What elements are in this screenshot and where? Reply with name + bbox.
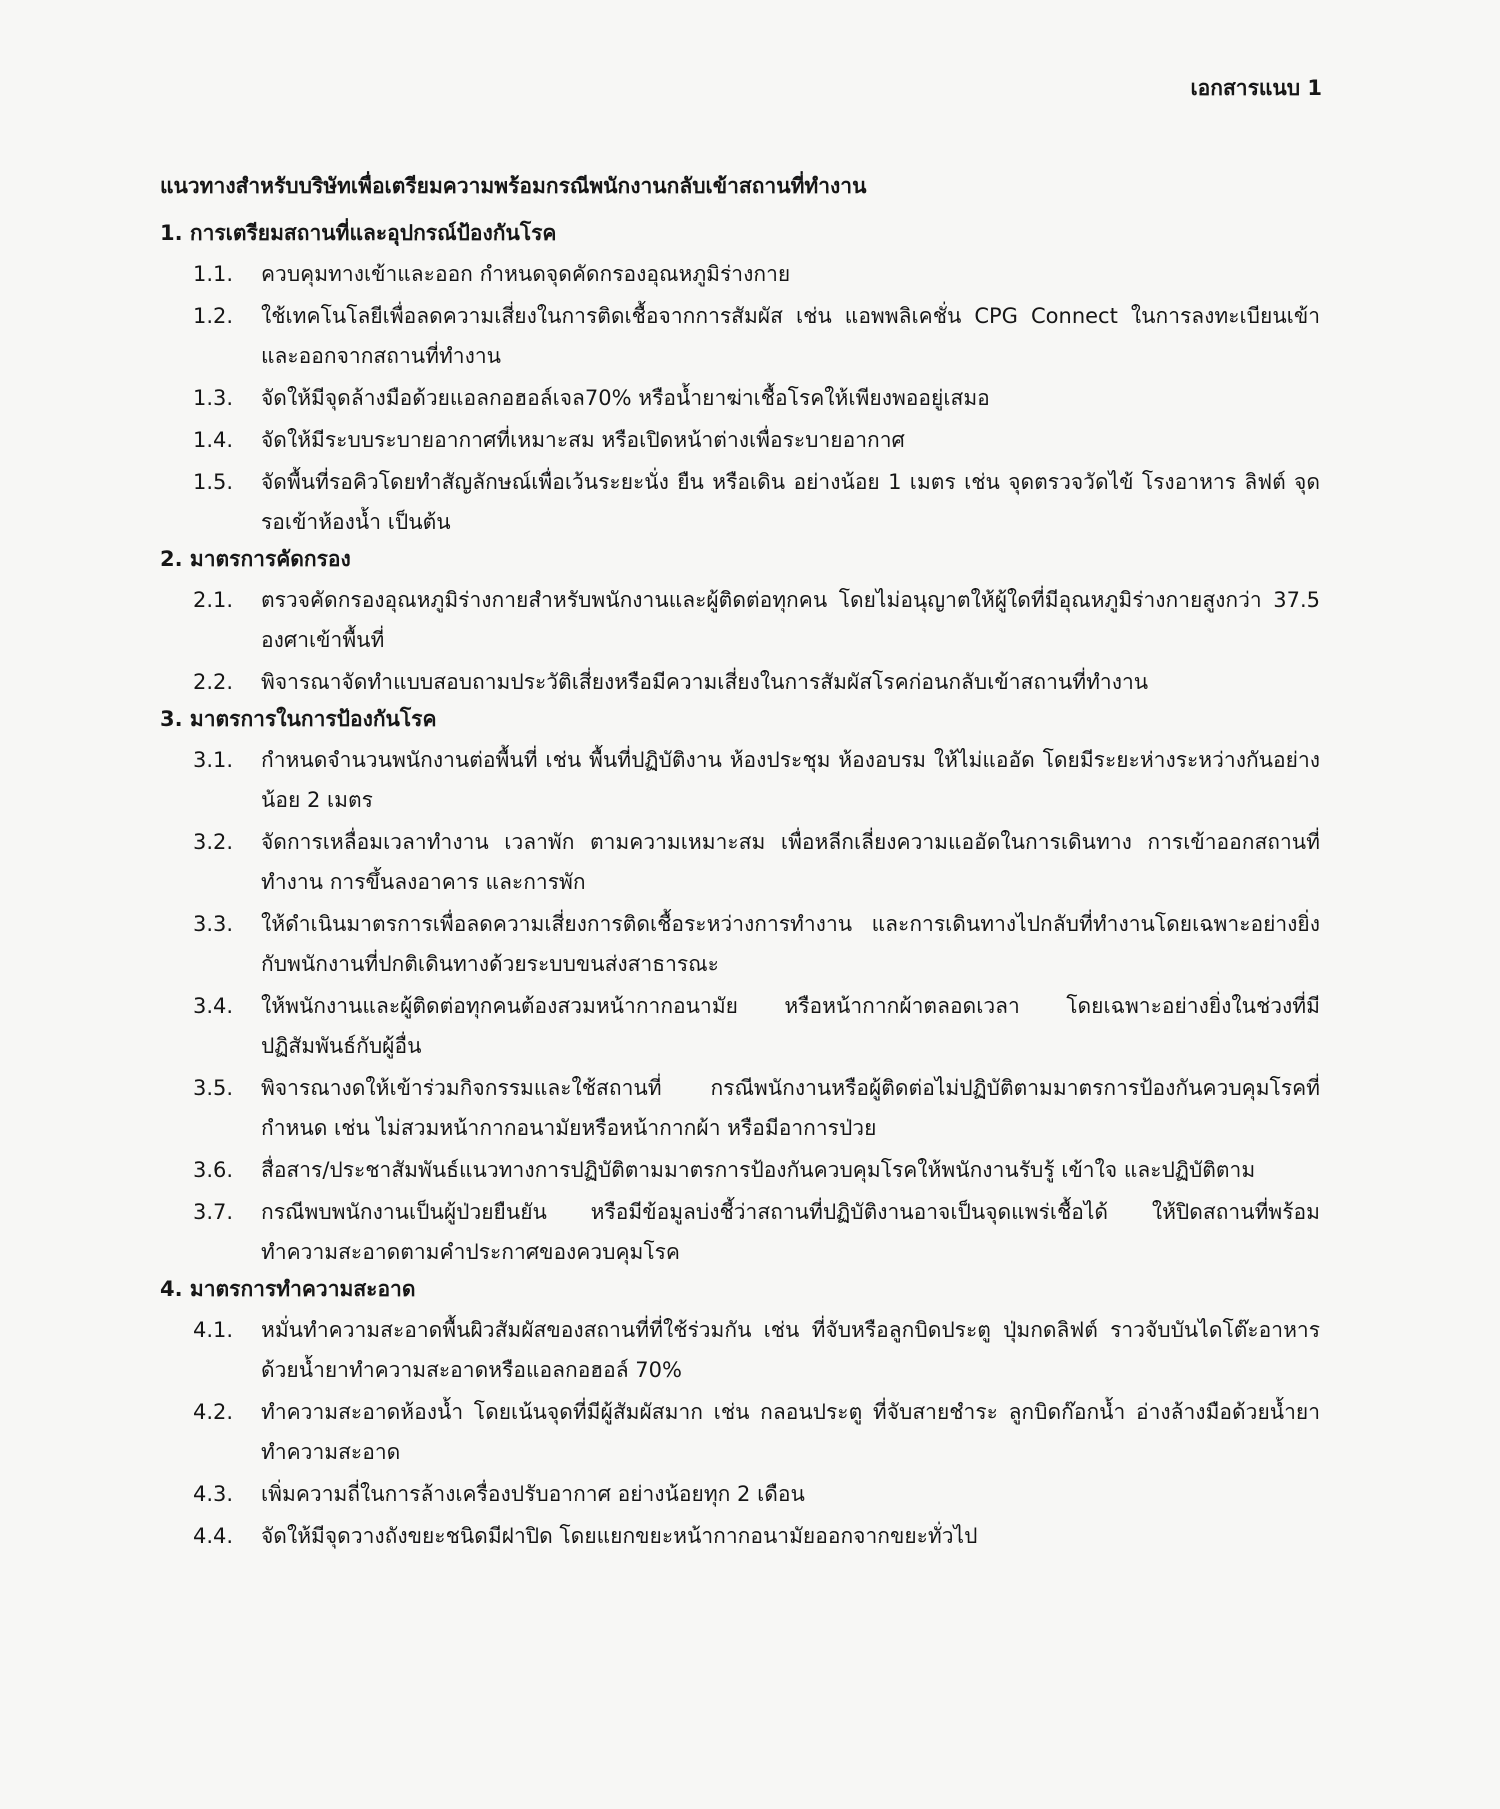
document-title: แนวทางสำหรับบริษัทเพื่อเตรียมความพร้อมกรณีพนักงานกลับเข้าสถานที่ทำงาน — [160, 174, 867, 198]
item-text: กำหนดจำนวนพนักงานต่อพื้นที่ เช่น พื้นที่ปฏิบัติงาน ห้องประชุม ห้องอบรม ให้ไม่แออัด โดยมีระยะห่างระหว่างกันอย่างน้อย 2 เมตร — [261, 748, 1320, 812]
item-number: 2.2. — [193, 670, 234, 694]
section-heading: 4. มาตรการทำความสะอาด — [160, 1277, 416, 1301]
item-number: 4.1. — [193, 1318, 234, 1342]
item-text: ควบคุมทางเข้าและออก กำหนดจุดคัดกรองอุณหภูมิร่างกาย — [261, 262, 791, 286]
list-item — [160, 1150, 1320, 1190]
item-text: จัดให้มีระบบระบายอากาศที่เหมาะสม หรือเปิดหน้าต่างเพื่อระบายอากาศ — [261, 428, 905, 452]
item-number: 3.2. — [193, 830, 234, 854]
item-number: 3.4. — [193, 994, 234, 1018]
item-text: ให้พนักงานและผู้ติดต่อทุกคนต้องสวมหน้ากากอนามัย หรือหน้ากากผ้าตลอดเวลา โดยเฉพาะอย่างยิ่งในช่วงที่มีปฏิสัมพันธ์กับผู้อื่น — [261, 994, 1320, 1058]
item-number: 1.2. — [193, 304, 234, 328]
item-text: พิจารณางดให้เข้าร่วมกิจกรรมและใช้สถานที่ กรณีพนักงานหรือผู้ติดต่อไม่ปฏิบัติตามมาตรการป้องกันควบคุมโรคที่กำหนด เช่น ไม่สวมหน้ากากอนามัยหรือหน้ากากผ้า หรือมีอาการป่วย — [261, 1076, 1320, 1140]
list-item — [160, 1392, 1320, 1472]
item-number: 1.4. — [193, 428, 234, 452]
list-item — [160, 420, 1320, 460]
section-3 — [160, 704, 1320, 1272]
list-item — [160, 1310, 1320, 1390]
item-number: 3.5. — [193, 1076, 234, 1100]
item-number: 1.1. — [193, 262, 234, 286]
item-text: จัดการเหลื่อมเวลาทำงาน เวลาพัก ตามความเหมาะสม เพื่อหลีกเลี่ยงความแออัดในการเดินทาง การเข้าออกสถานที่ทำงาน การขึ้นลงอาคาร และการพัก — [261, 830, 1320, 894]
item-text: สื่อสาร/ประชาสัมพันธ์แนวทางการปฏิบัติตามมาตรการป้องกันควบคุมโรคให้พนักงานรับรู้ เข้าใจ และปฏิบัติตาม — [261, 1158, 1256, 1182]
list-item — [160, 1192, 1320, 1272]
item-text: จัดพื้นที่รอคิวโดยทำสัญลักษณ์เพื่อเว้นระยะนั่ง ยืน หรือเดิน อย่างน้อย 1 เมตร เช่น จุดตรวจวัดไข้ โรงอาหาร ลิฟต์ จุดรอเข้าห้องน้ำ เป็นต้น — [261, 470, 1320, 534]
document-body — [160, 218, 1320, 1558]
list-item — [160, 1474, 1320, 1514]
item-text: กรณีพบพนักงานเป็นผู้ป่วยยืนยัน หรือมีข้อมูลบ่งชี้ว่าสถานที่ปฏิบัติงานอาจเป็นจุดแพร่เชื้อได้ ให้ปิดสถานที่พร้อมทำความสะอาดตามคำประกาศของควบคุมโรค — [261, 1200, 1320, 1264]
list-item — [160, 986, 1320, 1066]
item-number: 4.3. — [193, 1482, 234, 1506]
item-number: 3.1. — [193, 748, 234, 772]
item-number: 2.1. — [193, 588, 234, 612]
item-number: 1.5. — [193, 470, 234, 494]
list-item — [160, 296, 1320, 376]
list-item — [160, 822, 1320, 902]
list-item — [160, 1516, 1320, 1556]
item-number: 4.2. — [193, 1400, 234, 1424]
section-heading: 3. มาตรการในการป้องกันโรค — [160, 707, 437, 731]
item-text: หมั่นทำความสะอาดพื้นผิวสัมผัสของสถานที่ที่ใช้ร่วมกัน เช่น ที่จับหรือลูกบิดประตู ปุ่มกดลิฟต์ ราวจับบันไดโต๊ะอาหาร ด้วยน้ำยาทำความสะอาดหรือแอลกอฮอล์ 70% — [261, 1318, 1320, 1382]
list-item — [160, 254, 1320, 294]
item-text: ทำความสะอาดห้องน้ำ โดยเน้นจุดที่มีผู้สัมผัสมาก เช่น กลอนประตู ที่จับสายชำระ ลูกบิดก๊อกน้ำ อ่างล้างมือด้วยน้ำยาทำความสะอาด — [261, 1400, 1320, 1464]
list-item — [160, 662, 1320, 702]
item-number: 1.3. — [193, 386, 234, 410]
section-heading: 2. มาตรการคัดกรอง — [160, 547, 351, 571]
attachment-label: เอกสารแนบ 1 — [1190, 76, 1322, 100]
item-number: 3.7. — [193, 1200, 234, 1224]
item-number: 4.4. — [193, 1524, 234, 1548]
list-item — [160, 904, 1320, 984]
item-number: 3.6. — [193, 1158, 234, 1182]
item-text: ใช้เทคโนโลยีเพื่อลดความเสี่ยงในการติดเชื้อจากการสัมผัส เช่น แอพพลิเคชั่น CPG Connect ในการลงทะเบียนเข้าและออกจากสถานที่ทำงาน — [261, 304, 1320, 368]
list-item — [160, 740, 1320, 820]
list-item — [160, 1068, 1320, 1148]
list-item — [160, 378, 1320, 418]
section-heading: 1. การเตรียมสถานที่และอุปกรณ์ป้องกันโรค — [160, 221, 557, 245]
item-text: พิจารณาจัดทำแบบสอบถามประวัติเสี่ยงหรือมีความเสี่ยงในการสัมผัสโรคก่อนกลับเข้าสถานที่ทำงาน — [261, 670, 1149, 694]
list-item — [160, 462, 1320, 542]
section-4 — [160, 1274, 1320, 1556]
item-text: จัดให้มีจุดวางถังขยะชนิดมีฝาปิด โดยแยกขยะหน้ากากอนามัยออกจากขยะทั่วไป — [261, 1524, 978, 1548]
list-item — [160, 580, 1320, 660]
item-text: ตรวจคัดกรองอุณหภูมิร่างกายสำหรับพนักงานและผู้ติดต่อทุกคน โดยไม่อนุญาตให้ผู้ใดที่มีอุณหภูมิร่างกายสูงกว่า 37.5 องศาเข้าพื้นที่ — [261, 588, 1320, 652]
item-number: 3.3. — [193, 912, 234, 936]
item-text: จัดให้มีจุดล้างมือด้วยแอลกอฮอล์เจล70% หรือน้ำยาฆ่าเชื้อโรคให้เพียงพออยู่เสมอ — [261, 386, 990, 410]
section-2 — [160, 544, 1320, 702]
item-text: ให้ดำเนินมาตรการเพื่อลดความเสี่ยงการติดเชื้อระหว่างการทำงาน และการเดินทางไปกลับที่ทำงานโดยเฉพาะอย่างยิ่งกับพนักงานที่ปกติเดินทางด้วยระบบขนส่งสาธารณะ — [261, 912, 1320, 976]
item-text: เพิ่มความถี่ในการล้างเครื่องปรับอากาศ อย่างน้อยทุก 2 เดือน — [261, 1482, 805, 1506]
section-1 — [160, 218, 1320, 542]
